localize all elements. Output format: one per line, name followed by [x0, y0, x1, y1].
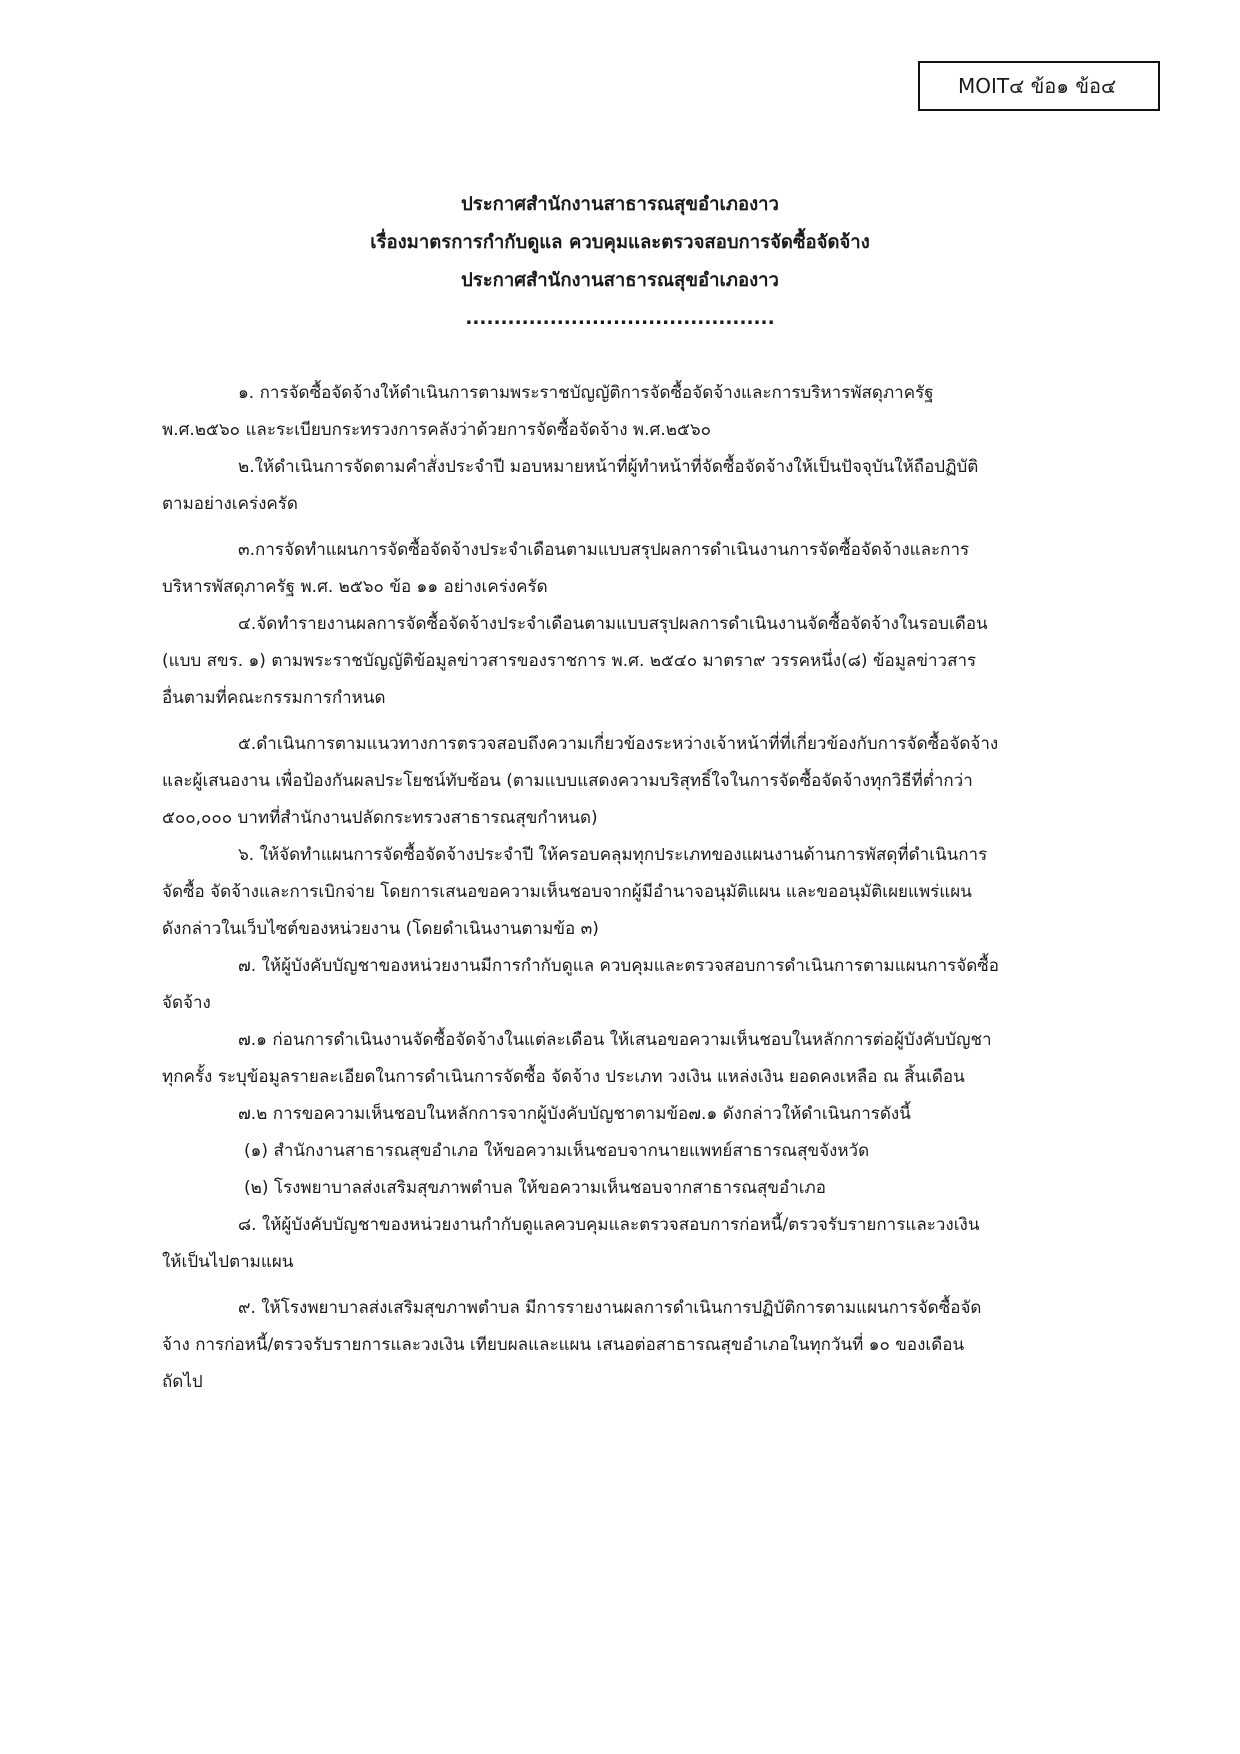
- item-5-line: และผู้เสนองาน เพื่อป้องกันผลประโยชน์ทับซ้อน (ตามแบบแสดงความบริสุทธิ์ใจในการจัดซื้อจัดจ้างทุกวิธีที่ต่ำกว่า: [162, 771, 973, 791]
- item-7-line: ๗. ให้ผู้บังคับบัญชาของหน่วยงานมีการกำกับดูแล ควบคุมและตรวจสอบการดำเนินการตามแผนการจัดซื้อ: [238, 956, 999, 976]
- item-2-line: ๒.ให้ดำเนินการจัดตามคำสั่งประจำปี มอบหมายหน้าที่ผู้ทำหน้าที่จัดซื้อจัดจ้างให้เป็นปัจจุบันให้ถือปฏิบัติ: [238, 457, 979, 477]
- document-body: [162, 375, 1152, 1401]
- item-6-line: ดังกล่าวในเว็บไซต์ของหน่วยงาน (โดยดำเนินงานตามข้อ ๓): [162, 919, 599, 939]
- item-8-line: ๘. ให้ผู้บังคับบัญชาของหน่วยงานกำกับดูแลควบคุมและตรวจสอบการก่อหนี้/ตรวจรับรายการและวงเงิน: [238, 1215, 980, 1235]
- item-6-line: จัดซื้อ จัดจ้างและการเบิกจ่าย โดยการเสนอขอความเห็นชอบจากผู้มีอำนาจอนุมัติแผน และขออนุมัติเผยแพร่แผน: [162, 882, 972, 902]
- item-9-line: ถัดไป: [162, 1372, 203, 1392]
- item-1-line: ๑. การจัดซื้อจัดจ้างให้ดำเนินการตามพระราชบัญญัติการจัดซื้อจัดจ้างและการบริหารพัสดุภาครัฐ: [238, 383, 934, 403]
- item-9-line: จ้าง การก่อหนี้/ตรวจรับรายการและวงเงิน เทียบผลและแผน เสนอต่อสาธารณสุขอำเภอในทุกวันที่ ๑๐ ของเดือน: [162, 1335, 965, 1355]
- item-1-line: พ.ศ.๒๕๖๐ และระเบียบกระทรวงการคลังว่าด้วยการจัดซื้อจัดจ้าง พ.ศ.๒๕๖๐: [162, 420, 711, 440]
- item-7-1-line: ๗.๑ ก่อนการดำเนินงานจัดซื้อจัดจ้างในแต่ละเดือน ให้เสนอขอความเห็นชอบในหลักการต่อผู้บังคับบัญชา: [238, 1030, 992, 1050]
- item-7-2-1-line: (๑) สำนักงานสาธารณสุขอำเภอ ให้ขอความเห็นชอบจากนายแพทย์สาธารณสุขจังหวัด: [244, 1141, 870, 1161]
- item-7-line: จัดจ้าง: [162, 993, 211, 1013]
- item-4-line: (แบบ สขร. ๑) ตามพระราชบัญญัติข้อมูลข่าวสารของราชการ พ.ศ. ๒๕๔๐ มาตรา๙ วรรคหนึ่ง(๘) ข้อมูลข่าวสาร: [162, 651, 977, 671]
- item-2-line: ตามอย่างเคร่งครัด: [162, 494, 298, 514]
- header-issuer: ประกาศสำนักงานสาธารณสุขอำเภองาว: [461, 270, 779, 291]
- item-4-line: อื่นตามที่คณะกรรมการกำหนด: [162, 688, 386, 708]
- item-6-line: ๖. ให้จัดทำแผนการจัดซื้อจัดจ้างประจำปี ให้ครอบคลุมทุกประเภทของแผนงานด้านการพัสดุที่ดำเนินการ: [238, 845, 988, 865]
- item-5-line: ๕๐๐,๐๐๐ บาทที่สำนักงานปลัดกระทรวงสาธารณสุขกำหนด): [162, 808, 598, 828]
- item-7-1-line: ทุกครั้ง ระบุข้อมูลรายละเอียดในการดำเนินการจัดซื้อ จัดจ้าง ประเภท วงเงิน แหล่งเงิน ยอดคงเหลือ ณ สิ้นเดือน: [162, 1067, 965, 1087]
- item-5-line: ๕.ดำเนินการตามแนวทางการตรวจสอบถึงความเกี่ยวข้องระหว่างเจ้าหน้าที่ที่เกี่ยวข้องกับการจัดซื้อจัดจ้าง: [238, 734, 999, 754]
- item-3-line: บริหารพัสดุภาครัฐ พ.ศ. ๒๕๖๐ ข้อ ๑๑ อย่างเคร่งครัด: [162, 577, 548, 597]
- header-divider: ............................................: [465, 308, 775, 329]
- item-7-2-line: ๗.๒ การขอความเห็นชอบในหลักการจากผู้บังคับบัญชาตามข้อ๗.๑ ดังกล่าวให้ดำเนินการดังนี้: [238, 1104, 911, 1124]
- header-title: ประกาศสำนักงานสาธารณสุขอำเภองาว: [461, 194, 779, 215]
- item-4-line: ๔.จัดทำรายงานผลการจัดซื้อจัดจ้างประจำเดือนตามแบบสรุปผลการดำเนินงานจัดซื้อจัดจ้างในรอบเดือน: [238, 614, 988, 634]
- document-reference-box: MOIT๔ ข้อ๑ ข้อ๔: [918, 61, 1160, 111]
- item-8-line: ให้เป็นไปตามแผน: [162, 1252, 294, 1272]
- item-3-line: ๓.การจัดทำแผนการจัดซื้อจัดจ้างประจำเดือนตามแบบสรุปผลการดำเนินงานการจัดซื้อจัดจ้างและการ: [238, 540, 970, 560]
- item-7-2-2-line: (๒) โรงพยาบาลส่งเสริมสุขภาพตำบล ให้ขอความเห็นชอบจากสาธารณสุขอำเภอ: [244, 1178, 826, 1198]
- header-subject: เรื่องมาตรการกำกับดูแล ควบคุมและตรวจสอบการจัดซื้อจัดจ้าง: [370, 232, 870, 253]
- item-9-line: ๙. ให้โรงพยาบาลส่งเสริมสุขภาพตำบล มีการรายงานผลการดำเนินการปฏิบัติการตามแผนการจัดซื้อจัด: [238, 1298, 982, 1318]
- document-header: [0, 186, 1240, 338]
